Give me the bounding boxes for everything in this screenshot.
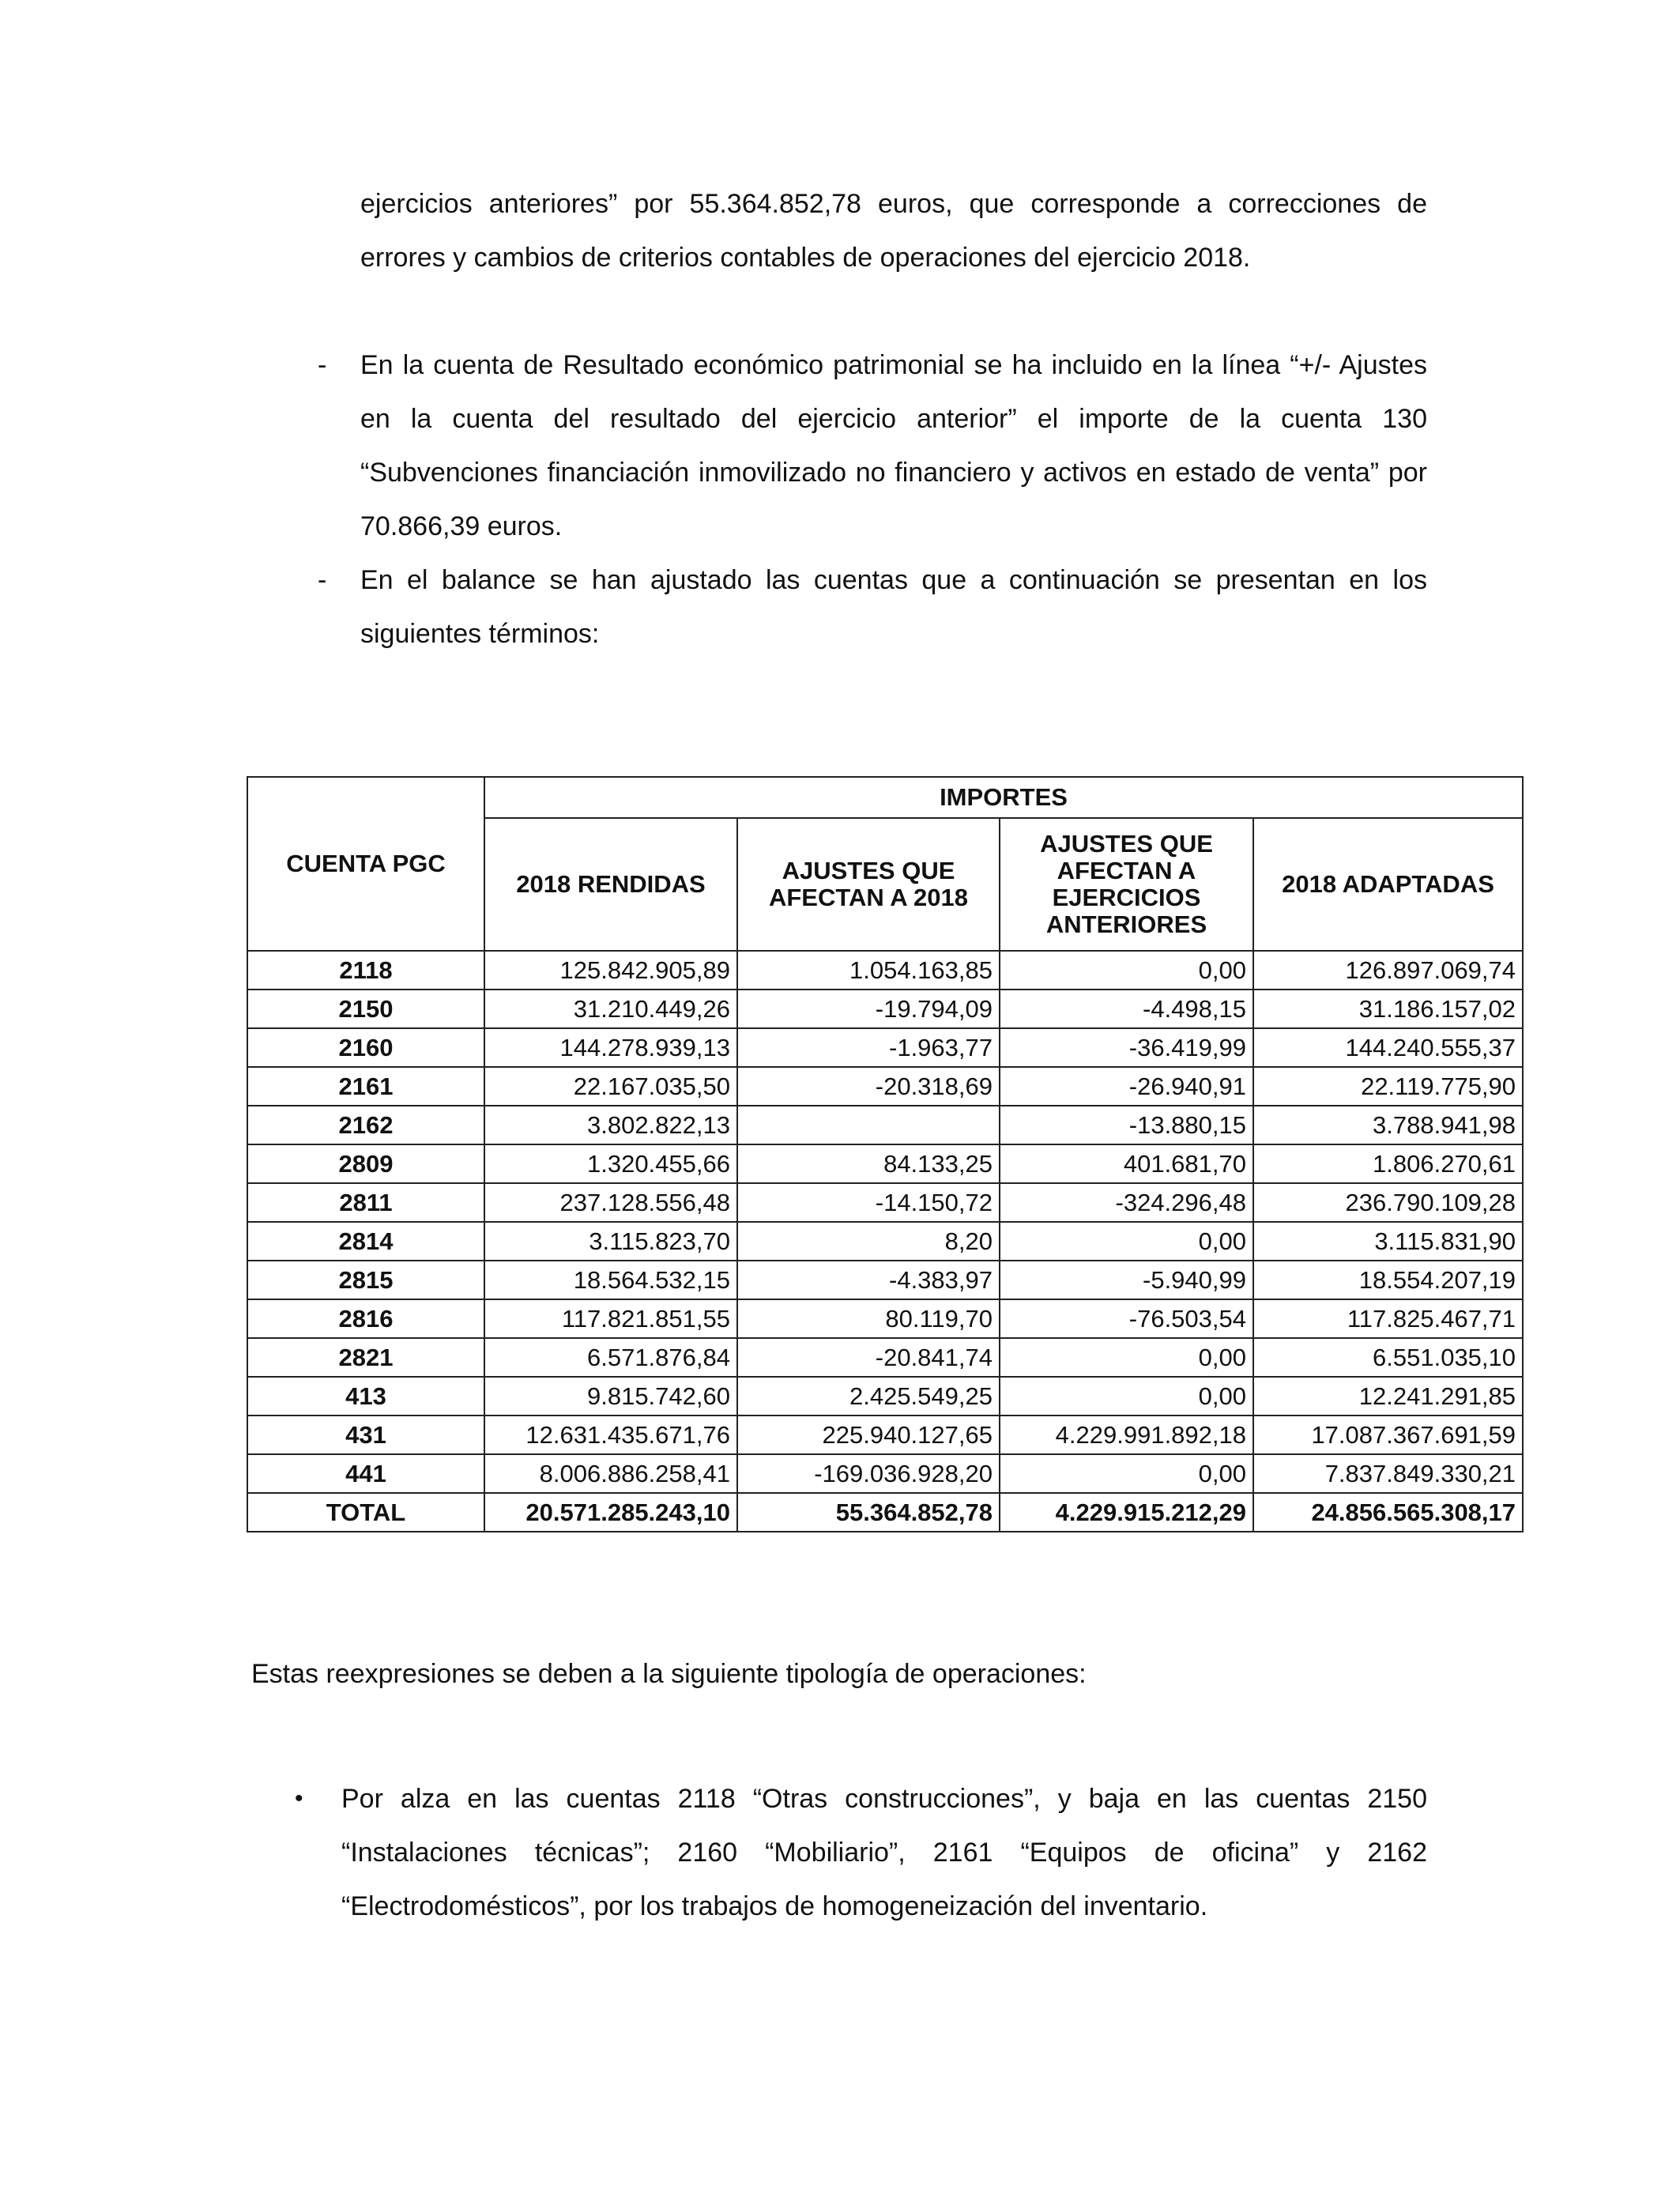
paragraph-balance-adjustments: En el balance se han ajustado las cuentas que a continuación se presentan en los siguientes términos:: [360, 565, 1427, 649]
table-cell-amount: 8.006.886.258,41: [484, 1454, 737, 1493]
table-cell-amount: 1.806.270,61: [1253, 1144, 1523, 1183]
table-cell-amount: 126.897.069,74: [1253, 951, 1523, 990]
table-cell-amount: 1.320.455,66: [484, 1144, 737, 1183]
table-cell-amount: 6.571.876,84: [484, 1338, 737, 1377]
table-row: [247, 1338, 1523, 1377]
paragraph-inventory-homogenization: Por alza en las cuentas 2118 “Otras construcciones”, y baja en las cuentas 2150 “Instalaciones técnicas”; 2160 “Mobiliario”, 2161 “Equipos de oficina” y 2162 “Electrodomésticos”, por los trabajos de homogeneización del inventario.: [341, 1784, 1427, 1921]
table-cell-account: 2811: [247, 1183, 484, 1222]
table-cell-amount: -1.963,77: [737, 1028, 1000, 1067]
table-row: [247, 1261, 1523, 1299]
table-cell-amount: 225.940.127,65: [737, 1416, 1000, 1454]
table-row: [247, 1067, 1523, 1106]
table-cell-amount: 0,00: [1000, 1377, 1253, 1416]
table-cell-amount: 9.815.742,60: [484, 1377, 737, 1416]
table-row: [247, 1183, 1523, 1222]
table-cell-amount: 117.825.467,71: [1253, 1299, 1523, 1338]
table-cell-amount: 3.115.823,70: [484, 1222, 737, 1261]
table-cell-amount: [737, 1106, 1000, 1144]
table-cell-amount: 3.802.822,13: [484, 1106, 737, 1144]
table-cell-amount: -19.794,09: [737, 990, 1000, 1028]
table-cell-amount: -20.841,74: [737, 1338, 1000, 1377]
table-cell-amount: 144.240.555,37: [1253, 1028, 1523, 1067]
adjustments-table: [247, 776, 1524, 1532]
table-cell-account: 2815: [247, 1261, 484, 1299]
table-cell-amount: 236.790.109,28: [1253, 1183, 1523, 1222]
table-cell-amount: 22.167.035,50: [484, 1067, 737, 1106]
table-row: [247, 1028, 1523, 1067]
table-cell-account: 2809: [247, 1144, 484, 1183]
table-cell-account: 2162: [247, 1106, 484, 1144]
table-cell-amount: 18.554.207,19: [1253, 1261, 1523, 1299]
table-row: [247, 1299, 1523, 1338]
table-cell-amount: 144.278.939,13: [484, 1028, 737, 1067]
paragraph-economic-result-account: En la cuenta de Resultado económico patrimonial se ha incluido en la línea “+/- Ajustes en la cuenta del resultado del ejercicio anterior” el importe de la cuenta 130 “Subvenciones financiación inmovilizado no financiero y activos en estado de venta” por 70.866,39 euros.: [360, 350, 1427, 541]
table-row: [247, 1106, 1523, 1144]
table-row: [247, 1416, 1523, 1454]
bullet-marker: •: [295, 1785, 303, 1811]
table-cell-account: 2821: [247, 1338, 484, 1377]
header-account: CUENTA PGC: [247, 777, 484, 951]
table-cell-amount: 12.241.291,85: [1253, 1377, 1523, 1416]
table-cell-amount: 0,00: [1000, 951, 1253, 990]
header-ajustes-anteriores: AJUSTES QUE AFECTAN A EJERCICIOS ANTERIORES: [1000, 818, 1253, 951]
table-cell-amount: -26.940,91: [1000, 1067, 1253, 1106]
table-cell-amount: 4.229.991.892,18: [1000, 1416, 1253, 1454]
table-cell-amount: 31.186.157,02: [1253, 990, 1523, 1028]
table-cell-amount: 31.210.449,26: [484, 990, 737, 1028]
table-row: [247, 1222, 1523, 1261]
table-cell-amount: 80.119,70: [737, 1299, 1000, 1338]
table-cell-amount: -4.498,15: [1000, 990, 1253, 1028]
table-cell-amount: 0,00: [1000, 1454, 1253, 1493]
table-cell-account: 441: [247, 1454, 484, 1493]
table-cell-amount: 12.631.435.671,76: [484, 1416, 737, 1454]
table-cell-amount: -76.503,54: [1000, 1299, 1253, 1338]
table-cell-amount: 237.128.556,48: [484, 1183, 737, 1222]
table-cell-amount: 4.229.915.212,29: [1000, 1493, 1253, 1532]
table-cell-amount: 1.054.163,85: [737, 951, 1000, 990]
table-cell-amount: 401.681,70: [1000, 1144, 1253, 1183]
table-cell-account: 2816: [247, 1299, 484, 1338]
table-row: [247, 1144, 1523, 1183]
table-cell-account: 2161: [247, 1067, 484, 1106]
table-cell-amount: -20.318,69: [737, 1067, 1000, 1106]
table-cell-amount: 3.788.941,98: [1253, 1106, 1523, 1144]
table-cell-amount: 6.551.035,10: [1253, 1338, 1523, 1377]
table-cell-account: 2150: [247, 990, 484, 1028]
header-2018-adaptadas: 2018 ADAPTADAS: [1253, 818, 1523, 951]
table-cell-amount: 24.856.565.308,17: [1253, 1493, 1523, 1532]
table-total-row: [247, 1493, 1523, 1532]
table-cell-amount: -14.150,72: [737, 1183, 1000, 1222]
table-cell-amount: 84.133,25: [737, 1144, 1000, 1183]
table-cell-amount: 18.564.532,15: [484, 1261, 737, 1299]
table-body: [247, 951, 1523, 1532]
table-cell-account: 431: [247, 1416, 484, 1454]
table-cell-amount: 117.821.851,55: [484, 1299, 737, 1338]
table-cell-amount: 125.842.905,89: [484, 951, 737, 990]
dash-marker: -: [318, 565, 327, 595]
header-ajustes-2018: AJUSTES QUE AFECTAN A 2018: [737, 818, 1000, 951]
table-cell-amount: 0,00: [1000, 1222, 1253, 1261]
table-cell-amount: -4.383,97: [737, 1261, 1000, 1299]
paragraph-prior-years-adjustment: ejercicios anteriores” por 55.364.852,78 euros, que corresponde a correcciones de errores y cambios de criterios contables de operaciones del ejercicio 2018.: [360, 189, 1427, 273]
table-row: [247, 990, 1523, 1028]
table-cell-amount: -5.940,99: [1000, 1261, 1253, 1299]
table-cell-amount: -13.880,15: [1000, 1106, 1253, 1144]
table-cell-account: 413: [247, 1377, 484, 1416]
table-cell-amount: 55.364.852,78: [737, 1493, 1000, 1532]
header-importes: IMPORTES: [484, 777, 1523, 818]
table-cell-amount: 17.087.367.691,59: [1253, 1416, 1523, 1454]
table-row: [247, 1454, 1523, 1493]
table-cell-amount: -169.036.928,20: [737, 1454, 1000, 1493]
table-cell-account: TOTAL: [247, 1493, 484, 1532]
table-row: [247, 951, 1523, 990]
paragraph-restatement-intro: Estas reexpresiones se deben a la siguiente tipología de operaciones:: [251, 1659, 1087, 1689]
table-cell-amount: 2.425.549,25: [737, 1377, 1000, 1416]
header-2018-rendidas: 2018 RENDIDAS: [484, 818, 737, 951]
table-cell-account: 2118: [247, 951, 484, 990]
table-cell-account: 2814: [247, 1222, 484, 1261]
table-row: [247, 1377, 1523, 1416]
table-cell-amount: -324.296,48: [1000, 1183, 1253, 1222]
dash-marker: -: [318, 350, 327, 380]
table-cell-amount: 22.119.775,90: [1253, 1067, 1523, 1106]
table-cell-account: 2160: [247, 1028, 484, 1067]
table-cell-amount: 3.115.831,90: [1253, 1222, 1523, 1261]
table-cell-amount: 7.837.849.330,21: [1253, 1454, 1523, 1493]
table-cell-amount: 8,20: [737, 1222, 1000, 1261]
table-cell-amount: 20.571.285.243,10: [484, 1493, 737, 1532]
table-cell-amount: -36.419,99: [1000, 1028, 1253, 1067]
table-cell-amount: 0,00: [1000, 1338, 1253, 1377]
